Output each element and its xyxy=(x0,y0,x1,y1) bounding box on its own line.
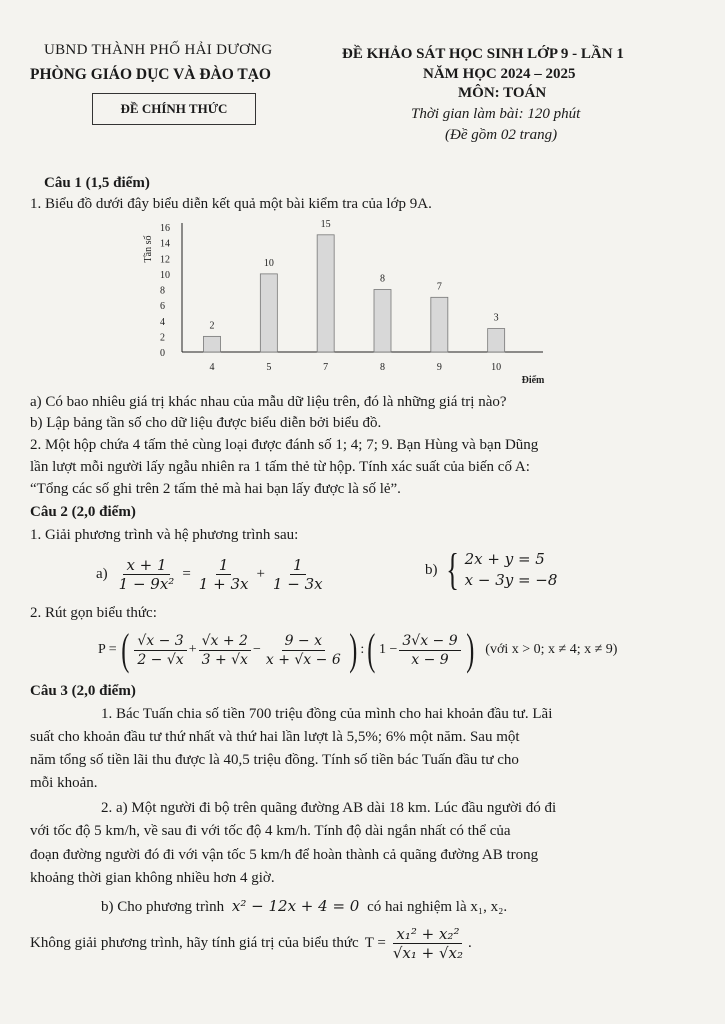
x-axis-title: Điểm xyxy=(521,375,545,386)
official-label-box xyxy=(92,93,256,125)
P-term4 xyxy=(399,632,460,669)
q3-p1-line2: suất cho khoản đầu tư thứ nhất và thứ hai lần lượt là 5,5%; 6% một năm. Sau một xyxy=(30,729,520,745)
P-term4-den: x − 9 xyxy=(411,651,449,668)
q2b-eq2: x − 3y = −8 xyxy=(464,571,558,589)
q2a-frac3 xyxy=(270,556,326,593)
q2-p1: 1. Giải phương trình và hệ phương trình sau: xyxy=(30,527,299,543)
y-axis-title: Tần số xyxy=(143,235,154,263)
q3-p1-line4: mỗi khoản. xyxy=(30,775,98,791)
q2a-frac1 xyxy=(116,556,178,593)
official-label: ĐỀ CHÍNH THỨC xyxy=(120,101,228,116)
P-term1 xyxy=(134,632,186,669)
q2-expression-P xyxy=(98,625,618,674)
P-term4-num: 3√x − 9 xyxy=(399,632,460,651)
T-end: . xyxy=(468,935,472,951)
bar-4 xyxy=(204,336,221,352)
q2b-system-body xyxy=(442,545,558,594)
P-term2-num: √x + 2 xyxy=(199,632,251,651)
issuer-name: UBND THÀNH PHỐ HẢI DƯƠNG xyxy=(44,42,273,58)
q3-p2b-post: có hai nghiệm là x₁, x₂. xyxy=(367,899,508,915)
q2-p2: 2. Rút gọn biểu thức: xyxy=(30,605,157,621)
q3-p2b-pre: b) Cho phương trình xyxy=(101,899,225,915)
data-label-4: 2 xyxy=(209,320,215,332)
T-num: x₁² + x₂² xyxy=(393,925,462,944)
bar-7 xyxy=(317,235,334,352)
q3-p2a-line1: 2. a) Một người đi bộ trên quãng đường AB dài 18 km. Lúc đầu người đó đi xyxy=(101,800,557,816)
q3-p1-line1: 1. Bác Tuấn chia số tiền 700 triệu đồng của mình cho hai khoản đầu tư. Lãi xyxy=(101,706,553,722)
q2a-equation xyxy=(96,556,328,593)
T-den: √x₁ + √x₂ xyxy=(392,944,463,962)
exam-title: ĐỀ KHẢO SÁT HỌC SINH LỚP 9 - LẦN 1 xyxy=(342,46,624,62)
y-tick-label: 14 xyxy=(160,238,170,250)
y-tick-label: 2 xyxy=(160,332,165,344)
bar-10 xyxy=(488,329,505,352)
q1-part-a: a) Có bao nhiêu giá trị khác nhau của mẫu dữ liệu trên, đó là những giá trị nào? xyxy=(30,394,507,410)
T-fraction xyxy=(390,925,466,962)
q3-p1-line3: năm tổng số tiền lãi thu được là 40,5 triệu đồng. Tính số tiền bác Tuấn đầu tư cho xyxy=(30,752,519,768)
q2a-frac1-num: x + 1 xyxy=(123,556,169,575)
y-tick-label: 0 xyxy=(160,348,165,359)
school-year: NĂM HỌC 2024 – 2025 xyxy=(423,66,576,82)
brace-icon: { xyxy=(445,545,459,594)
q2a-frac2 xyxy=(196,556,252,593)
q2b-eq1: 2x + y = 5 xyxy=(464,550,545,568)
q1-intro: 1. Biểu đồ dưới đây biểu diễn kết quả một bài kiểm tra của lớp 9A. xyxy=(30,196,432,212)
score-bar-chart xyxy=(138,217,558,392)
x-tick-label-10: 10 xyxy=(491,362,502,373)
y-tick-label: 16 xyxy=(160,223,170,234)
q3-p2b-l2-pre: Không giải phương trình, hãy tính giá trị của biểu thức xyxy=(30,935,359,951)
data-label-8: 8 xyxy=(380,273,385,285)
subject: MÔN: TOÁN xyxy=(458,85,547,101)
P-term1-num: √x − 3 xyxy=(134,632,186,651)
q2a-frac3-num: 1 xyxy=(290,556,306,575)
P-plus: + xyxy=(188,642,197,657)
q2b-system xyxy=(425,545,558,594)
bar-9 xyxy=(431,297,448,352)
q2a-frac3-den: 1 − 3x xyxy=(272,575,323,593)
y-tick-label: 6 xyxy=(160,301,165,313)
T-label: T = xyxy=(364,935,386,951)
department-name: PHÒNG GIÁO DỤC VÀ ĐÀO TẠO xyxy=(30,66,271,83)
q2a-frac1-den: 1 − 9x² xyxy=(118,575,175,593)
y-tick-label: 12 xyxy=(160,254,170,266)
q1-p2-line2: lần lượt mỗi người lấy ngẫu nhiên ra 1 tấm thẻ từ hộp. Tính xác suất của biến cố A: xyxy=(30,459,530,475)
q3-p2b-line2 xyxy=(30,925,472,962)
P-term3-num: 9 − x xyxy=(282,632,325,651)
paren-open-icon: ( xyxy=(367,625,376,674)
P-term3-den: x + √x − 6 xyxy=(265,651,341,668)
y-tick-label: 8 xyxy=(160,285,165,297)
P-term2 xyxy=(199,632,251,669)
time-limit: Thời gian làm bài: 120 phút xyxy=(411,106,581,122)
q2a-plus: + xyxy=(256,566,265,582)
P-term2-den: 3 + √x xyxy=(201,651,248,668)
x-tick-label-7: 7 xyxy=(323,362,329,373)
P-div: : xyxy=(360,642,365,657)
q1-part-b: b) Lập bảng tần số cho dữ liệu được biểu diễn bởi biểu đồ. xyxy=(30,415,382,431)
q2-title: Câu 2 (2,0 điểm) xyxy=(30,504,136,520)
data-label-10: 3 xyxy=(493,312,499,324)
x-tick-label-4: 4 xyxy=(209,362,215,373)
page-count-note: (Đề gồm 02 trang) xyxy=(445,127,558,143)
bar-5 xyxy=(260,274,277,352)
P-term3 xyxy=(263,632,344,669)
q2a-eq: = xyxy=(182,566,191,582)
data-label-7: 15 xyxy=(320,218,331,230)
x-tick-label-9: 9 xyxy=(436,362,442,373)
P-condition: (với x > 0; x ≠ 4; x ≠ 9) xyxy=(485,642,618,657)
q1-p2-line1: 2. Một hộp chứa 4 tấm thẻ cùng loại được đánh số 1; 4; 7; 9. Bạn Hùng và bạn Dũng xyxy=(30,437,539,453)
q1-p2-line3: “Tổng các số ghi trên 2 tấm thẻ mà hai bạn lấy được là số lẻ”. xyxy=(30,481,401,497)
P-minus: − xyxy=(252,642,261,657)
P-term1-den: 2 − √x xyxy=(137,651,184,668)
P-label: P = xyxy=(98,642,117,657)
data-label-9: 7 xyxy=(436,281,442,293)
q3-p2a-line4: khoảng thời gian không nhiều hơn 4 giờ. xyxy=(30,870,275,886)
q2b-label: b) xyxy=(425,561,438,578)
x-tick-label-8: 8 xyxy=(380,362,385,373)
q2a-frac2-num: 1 xyxy=(216,556,232,575)
paren-open-icon: ( xyxy=(120,625,130,674)
bar-8 xyxy=(374,290,391,353)
y-tick-label: 4 xyxy=(160,316,165,328)
q3-p2b-equation: x² − 12x + 4 = 0 xyxy=(231,897,360,915)
P-one-minus: 1 − xyxy=(378,642,398,657)
data-label-5: 10 xyxy=(263,257,274,269)
q1-title: Câu 1 (1,5 điểm) xyxy=(44,175,150,191)
q3-title: Câu 3 (2,0 điểm) xyxy=(30,683,136,699)
q2b-lines xyxy=(465,549,558,591)
y-tick-label: 10 xyxy=(160,269,170,281)
q2a-frac2-den: 1 + 3x xyxy=(198,575,249,593)
q3-p2b-line1 xyxy=(101,897,507,916)
paren-close-icon: ) xyxy=(349,625,358,674)
q3-p2a-line2: với tốc độ 5 km/h, về sau đi với tốc độ 4 km/h. Tính độ dài ngắn nhất có thể của xyxy=(30,823,511,839)
q2a-label: a) xyxy=(96,566,108,582)
x-tick-label-5: 5 xyxy=(266,362,272,373)
paren-close-icon: ) xyxy=(465,625,474,674)
q3-p2a-line3: đoạn đường người đó đi với vận tốc 5 km/h để hoàn thành cả quãng đường AB trong xyxy=(30,847,539,863)
